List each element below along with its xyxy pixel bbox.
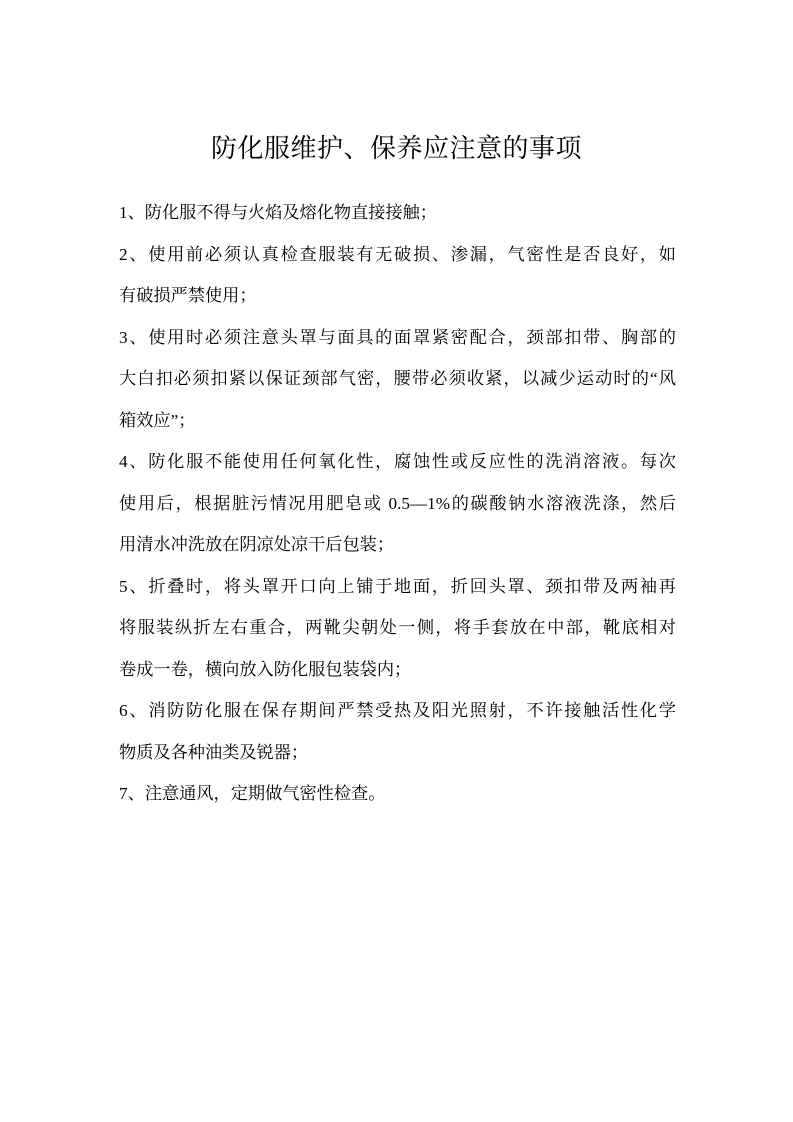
text-line: 将服装纵折左右重合，两靴尖朝处一侧，将手套放在中部，靴底相对 [119, 618, 676, 637]
text-line: 大白扣必须扣紧以保证颈部气密，腰带必须收紧，以减少运动时的“风 [119, 369, 676, 388]
text-line: 6、消防防化服在保存期间严禁受热及阳光照射，不许接触活性化学 [119, 701, 676, 720]
list-item [119, 697, 676, 780]
document-title: 防化服维护、保养应注意的事项 [210, 134, 582, 163]
list-item [119, 448, 676, 573]
text-line: 5、折叠时，将头罩开口向上铺于地面，折回头罩、颈扣带及两袖再 [119, 576, 676, 596]
list-item [119, 241, 676, 324]
text-line: 3、使用时必须注意头罩与面具的面罩紧密配合，颈部扣带、胸部的 [119, 327, 676, 347]
list-item [119, 324, 676, 449]
text-line: 用清水冲洗放在阴凉处凉干后包装； [119, 535, 395, 554]
text-line: 使用后，根据脏污情况用肥皂或 0.5—1%的碳酸钠水溶液洗涤，然后 [119, 493, 676, 513]
text-line: 物质及各种油类及锐器； [119, 742, 309, 762]
text-line: 箱效应”； [119, 410, 196, 430]
list-item [119, 199, 676, 241]
list-item [119, 780, 676, 822]
text-line: 有破损严禁使用； [119, 286, 257, 305]
text-line: 卷成一卷，横向放入防化服包装袋内； [119, 659, 412, 679]
text-line: 7、注意通风，定期做气密性检查。 [119, 784, 386, 803]
text-line: 4、防化服不能使用任何氧化性，腐蚀性或反应性的洗消溶液。每次 [119, 452, 676, 471]
text-line: 2、使用前必须认真检查服装有无破损、渗漏，气密性是否良好，如 [119, 244, 676, 264]
list-item [119, 573, 676, 698]
document-body [119, 199, 676, 822]
text-line: 1、防化服不得与火焰及熔化物直接接触； [119, 203, 437, 222]
